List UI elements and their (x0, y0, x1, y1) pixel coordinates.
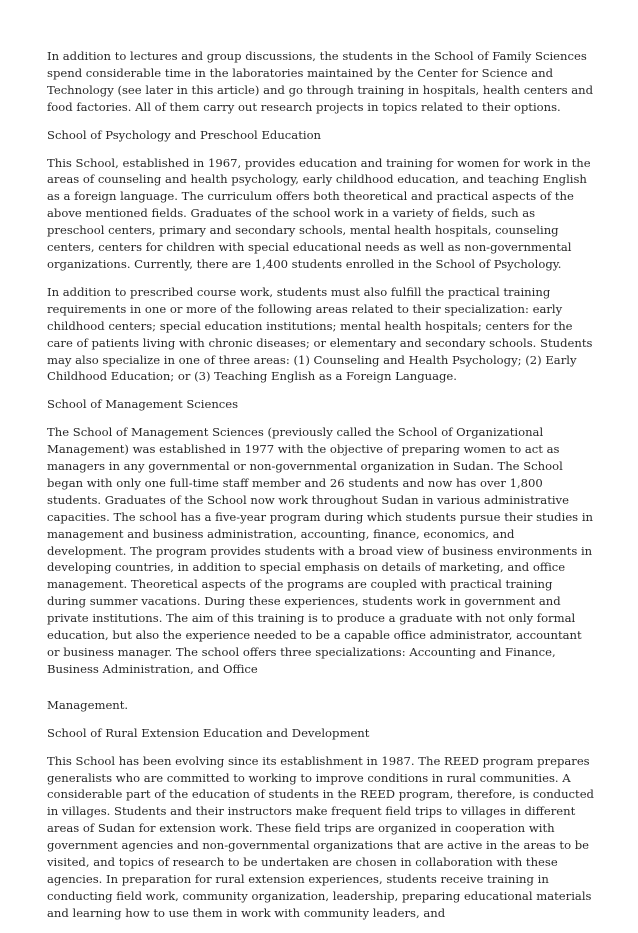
paragraph-rural-extension-body: This School has been evolving since its establishment in 1987. The REED program prepares generalists who are committed to working to improve conditions in rural communities. A considerable part of the education of students in the REED program, therefore, is conducted in villages. Students and their instructors make frequent field trips to villages in different areas of Sudan for extension work. These field trips are organized in cooperation with government agencies and non-governmental organizations that are active in the areas to be visited, and topics of research to be undertaken are chosen in collaboration with these agencies. In preparation for rural extension experiences, students receive training in conducting field work, community organization, leadership, preparing educational materials and learning how to use them in work with community leaders, and (47, 753, 594, 920)
paragraph-psychology-training: In addition to prescribed course work, students must also fulfill the practical training requirements in one or more of the following areas related to their specialization: early childhood centers; special education institutions; mental health hospitals; centers for the care of patients living with chronic diseases; or elementary and secondary schools. Students may also specialize in one of three areas: (1) Counseling and Health Psychology; (2) Early Childhood Education; or (3) Teaching English as a Foreign Language. (47, 284, 593, 384)
document-page (47, 48, 594, 933)
paragraph-management-continued: Management. (47, 697, 129, 712)
heading-rural-extension: School of Rural Extension Education and Development (47, 725, 370, 740)
heading-management-sciences: School of Management Sciences (47, 397, 239, 412)
heading-psychology-preschool: School of Psychology and Preschool Education (47, 127, 322, 142)
paragraph-psychology-intro: This School, established in 1967, provides education and training for women for work in the areas of counseling and health psychology, early childhood education, and teaching English as a foreign language. The curriculum offers both theoretical and practical aspects of the above mentioned fields. Graduates of the school work in a variety of fields, such as preschool centers, primary and secondary schools, mental health hospitals, counseling centers, centers for children with special educational needs as well as non-governmental organizations. Currently, there are 1,400 students enrolled in the School of Psychology. (47, 155, 591, 271)
paragraph-family-sciences: In addition to lectures and group discussions, the students in the School of Family Sciences spend considerable time in the laboratories maintained by the Center for Science and Technology (see later in this article) and go through training in hospitals, health centers and food factories. All of them carry out research projects in topics related to their options. (47, 49, 594, 114)
paragraph-management-body: The School of Management Sciences (previously called the School of Organizational Management) was established in 1977 with the objective of preparing women to act as managers in any governmental or non-governmental organization in Sudan. The School began with only one full-time staff member and 26 students and now has over 1,800 students. Graduates of the School now work throughout Sudan in various administrative capacities. The school has a five-year program during which students pursue their studies in management and business administration, accounting, finance, economics, and development. The program provides students with a broad view of business environments in developing countries, in addition to special emphasis on details of marketing, and office management. Theoretical aspects of the programs are coupled with practical training during summer vacations. During these experiences, students work in government and private institutions. The aim of this training is to produce a graduate with not only formal education, but also the experience needed to be a capable office administrator, accountant or business manager. The school offers three specializations: Accounting and Finance, Business Administration, and Office (47, 425, 593, 676)
